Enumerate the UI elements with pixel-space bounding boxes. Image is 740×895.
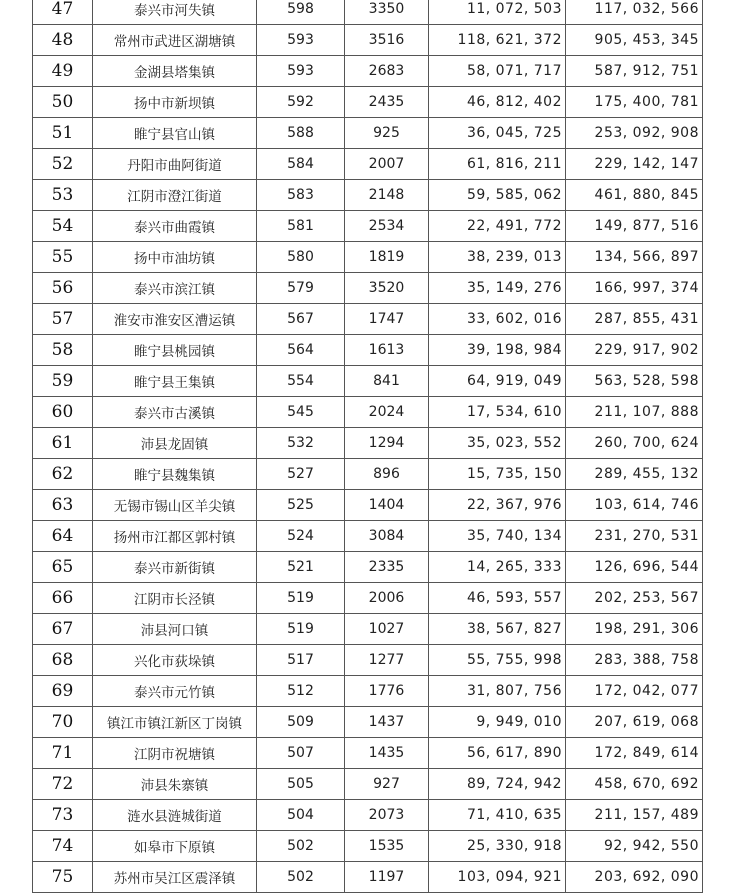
town-name-cell: 泰兴市曲霞镇: [93, 211, 257, 242]
value-c-cell: 118, 621, 372: [429, 25, 566, 56]
value-c-cell: 38, 567, 827: [429, 614, 566, 645]
rank-cell: 63: [33, 490, 93, 521]
value-b-cell: 841: [345, 366, 429, 397]
value-b-cell: 1435: [345, 738, 429, 769]
value-a-cell: 567: [257, 304, 345, 335]
value-c-cell: 9, 949, 010: [429, 707, 566, 738]
value-b-cell: 1819: [345, 242, 429, 273]
value-d-cell: 202, 253, 567: [566, 583, 703, 614]
rank-cell: 52: [33, 149, 93, 180]
value-c-cell: 17, 534, 610: [429, 397, 566, 428]
table-row: [33, 521, 703, 552]
value-b-cell: 3516: [345, 25, 429, 56]
value-a-cell: 512: [257, 676, 345, 707]
value-d-cell: 260, 700, 624: [566, 428, 703, 459]
value-a-cell: 525: [257, 490, 345, 521]
value-b-cell: 1776: [345, 676, 429, 707]
rank-cell: 68: [33, 645, 93, 676]
value-d-cell: 231, 270, 531: [566, 521, 703, 552]
value-c-cell: 36, 045, 725: [429, 118, 566, 149]
value-b-cell: 2335: [345, 552, 429, 583]
value-d-cell: 172, 849, 614: [566, 738, 703, 769]
value-b-cell: 1404: [345, 490, 429, 521]
value-b-cell: 2534: [345, 211, 429, 242]
value-a-cell: 592: [257, 87, 345, 118]
value-b-cell: 1613: [345, 335, 429, 366]
town-name-cell: 江阴市澄江街道: [93, 180, 257, 211]
rank-cell: 67: [33, 614, 93, 645]
town-name-cell: 淮安市淮安区漕运镇: [93, 304, 257, 335]
rank-cell: 49: [33, 56, 93, 87]
value-a-cell: 521: [257, 552, 345, 583]
town-name-cell: 镇江市镇江新区丁岗镇: [93, 707, 257, 738]
town-name-cell: 泰兴市新街镇: [93, 552, 257, 583]
table-row: [33, 149, 703, 180]
value-a-cell: 593: [257, 25, 345, 56]
table-row: [33, 335, 703, 366]
rank-cell: 62: [33, 459, 93, 490]
value-d-cell: 287, 855, 431: [566, 304, 703, 335]
rank-cell: 60: [33, 397, 93, 428]
table-row: [33, 738, 703, 769]
town-name-cell: 泰兴市滨江镇: [93, 273, 257, 304]
table-row: [33, 304, 703, 335]
town-name-cell: 金湖县塔集镇: [93, 56, 257, 87]
rank-cell: 72: [33, 769, 93, 800]
town-name-cell: 睢宁县魏集镇: [93, 459, 257, 490]
town-name-cell: 涟水县涟城街道: [93, 800, 257, 831]
town-name-cell: 苏州市吴江区震泽镇: [93, 862, 257, 893]
value-c-cell: 61, 816, 211: [429, 149, 566, 180]
value-d-cell: 207, 619, 068: [566, 707, 703, 738]
town-name-cell: 扬州市江都区郭村镇: [93, 521, 257, 552]
table-row: [33, 459, 703, 490]
table-row: [33, 552, 703, 583]
value-c-cell: 38, 239, 013: [429, 242, 566, 273]
value-b-cell: 3520: [345, 273, 429, 304]
town-name-cell: 丹阳市曲阿街道: [93, 149, 257, 180]
rank-cell: 56: [33, 273, 93, 304]
rank-cell: 65: [33, 552, 93, 583]
value-d-cell: 905, 453, 345: [566, 25, 703, 56]
value-d-cell: 175, 400, 781: [566, 87, 703, 118]
value-a-cell: 509: [257, 707, 345, 738]
table-row: [33, 862, 703, 893]
value-c-cell: 59, 585, 062: [429, 180, 566, 211]
value-c-cell: 33, 602, 016: [429, 304, 566, 335]
value-d-cell: 458, 670, 692: [566, 769, 703, 800]
rank-cell: 74: [33, 831, 93, 862]
rank-cell: 47: [33, 0, 93, 25]
value-d-cell: 149, 877, 516: [566, 211, 703, 242]
value-b-cell: 2148: [345, 180, 429, 211]
value-c-cell: 35, 740, 134: [429, 521, 566, 552]
value-d-cell: 211, 107, 888: [566, 397, 703, 428]
value-c-cell: 71, 410, 635: [429, 800, 566, 831]
value-d-cell: 283, 388, 758: [566, 645, 703, 676]
town-name-cell: 沛县河口镇: [93, 614, 257, 645]
table-row: [33, 800, 703, 831]
rank-cell: 54: [33, 211, 93, 242]
rank-cell: 57: [33, 304, 93, 335]
rank-cell: 70: [33, 707, 93, 738]
table-row: [33, 118, 703, 149]
rank-cell: 59: [33, 366, 93, 397]
value-d-cell: 587, 912, 751: [566, 56, 703, 87]
table-row: [33, 25, 703, 56]
value-b-cell: 1294: [345, 428, 429, 459]
value-d-cell: 229, 142, 147: [566, 149, 703, 180]
value-d-cell: 461, 880, 845: [566, 180, 703, 211]
value-c-cell: 56, 617, 890: [429, 738, 566, 769]
table-row: [33, 707, 703, 738]
rank-cell: 61: [33, 428, 93, 459]
value-b-cell: 2006: [345, 583, 429, 614]
table-row: [33, 0, 703, 25]
value-a-cell: 524: [257, 521, 345, 552]
town-name-cell: 睢宁县桃园镇: [93, 335, 257, 366]
rank-cell: 66: [33, 583, 93, 614]
rank-cell: 55: [33, 242, 93, 273]
value-c-cell: 103, 094, 921: [429, 862, 566, 893]
value-a-cell: 593: [257, 56, 345, 87]
town-name-cell: 扬中市新坝镇: [93, 87, 257, 118]
town-name-cell: 睢宁县官山镇: [93, 118, 257, 149]
rank-cell: 73: [33, 800, 93, 831]
value-c-cell: 11, 072, 503: [429, 0, 566, 25]
table-row: [33, 366, 703, 397]
town-name-cell: 江阴市长泾镇: [93, 583, 257, 614]
table-row: [33, 583, 703, 614]
rank-cell: 64: [33, 521, 93, 552]
value-a-cell: 584: [257, 149, 345, 180]
table-row: [33, 87, 703, 118]
value-c-cell: 55, 755, 998: [429, 645, 566, 676]
value-d-cell: 117, 032, 566: [566, 0, 703, 25]
rank-cell: 53: [33, 180, 93, 211]
value-c-cell: 25, 330, 918: [429, 831, 566, 862]
value-c-cell: 35, 023, 552: [429, 428, 566, 459]
value-c-cell: 15, 735, 150: [429, 459, 566, 490]
value-b-cell: 896: [345, 459, 429, 490]
value-d-cell: 253, 092, 908: [566, 118, 703, 149]
table-row: [33, 645, 703, 676]
rank-cell: 71: [33, 738, 93, 769]
value-c-cell: 22, 491, 772: [429, 211, 566, 242]
value-c-cell: 89, 724, 942: [429, 769, 566, 800]
town-name-cell: 扬中市油坊镇: [93, 242, 257, 273]
value-c-cell: 46, 812, 402: [429, 87, 566, 118]
value-b-cell: 2024: [345, 397, 429, 428]
value-a-cell: 504: [257, 800, 345, 831]
town-name-cell: 如皋市下原镇: [93, 831, 257, 862]
value-a-cell: 519: [257, 614, 345, 645]
town-name-cell: 沛县朱寨镇: [93, 769, 257, 800]
value-d-cell: 134, 566, 897: [566, 242, 703, 273]
value-a-cell: 502: [257, 862, 345, 893]
table-row: [33, 242, 703, 273]
value-d-cell: 166, 997, 374: [566, 273, 703, 304]
value-b-cell: 927: [345, 769, 429, 800]
town-name-cell: 睢宁县王集镇: [93, 366, 257, 397]
table-row: [33, 273, 703, 304]
value-d-cell: 103, 614, 746: [566, 490, 703, 521]
value-a-cell: 564: [257, 335, 345, 366]
value-d-cell: 203, 692, 090: [566, 862, 703, 893]
town-name-cell: 泰兴市河失镇: [93, 0, 257, 25]
value-a-cell: 517: [257, 645, 345, 676]
town-name-cell: 沛县龙固镇: [93, 428, 257, 459]
value-a-cell: 502: [257, 831, 345, 862]
value-a-cell: 505: [257, 769, 345, 800]
table-row: [33, 428, 703, 459]
value-a-cell: 583: [257, 180, 345, 211]
town-name-cell: 兴化市荻垛镇: [93, 645, 257, 676]
value-a-cell: 545: [257, 397, 345, 428]
table-row: [33, 614, 703, 645]
value-d-cell: 289, 455, 132: [566, 459, 703, 490]
value-b-cell: 1535: [345, 831, 429, 862]
value-a-cell: 581: [257, 211, 345, 242]
town-name-cell: 常州市武进区湖塘镇: [93, 25, 257, 56]
table-row: [33, 397, 703, 428]
table-row: [33, 676, 703, 707]
rank-cell: 48: [33, 25, 93, 56]
value-d-cell: 92, 942, 550: [566, 831, 703, 862]
value-b-cell: 1747: [345, 304, 429, 335]
value-a-cell: 580: [257, 242, 345, 273]
town-name-cell: 泰兴市古溪镇: [93, 397, 257, 428]
rank-cell: 50: [33, 87, 93, 118]
value-a-cell: 579: [257, 273, 345, 304]
town-name-cell: 江阴市祝塘镇: [93, 738, 257, 769]
value-c-cell: 46, 593, 557: [429, 583, 566, 614]
value-b-cell: 925: [345, 118, 429, 149]
value-a-cell: 532: [257, 428, 345, 459]
value-b-cell: 1277: [345, 645, 429, 676]
table-row: [33, 831, 703, 862]
town-name-cell: 泰兴市元竹镇: [93, 676, 257, 707]
value-b-cell: 1197: [345, 862, 429, 893]
value-c-cell: 64, 919, 049: [429, 366, 566, 397]
value-b-cell: 3350: [345, 0, 429, 25]
table-row: [33, 211, 703, 242]
table-row: [33, 56, 703, 87]
rank-cell: 69: [33, 676, 93, 707]
value-a-cell: 554: [257, 366, 345, 397]
table-body: [33, 0, 703, 893]
rank-cell: 75: [33, 862, 93, 893]
value-c-cell: 14, 265, 333: [429, 552, 566, 583]
value-a-cell: 527: [257, 459, 345, 490]
value-b-cell: 1437: [345, 707, 429, 738]
value-c-cell: 22, 367, 976: [429, 490, 566, 521]
value-c-cell: 58, 071, 717: [429, 56, 566, 87]
ranking-table-container: [32, 0, 702, 893]
value-c-cell: 39, 198, 984: [429, 335, 566, 366]
value-d-cell: 126, 696, 544: [566, 552, 703, 583]
value-a-cell: 507: [257, 738, 345, 769]
value-a-cell: 598: [257, 0, 345, 25]
value-b-cell: 2073: [345, 800, 429, 831]
value-d-cell: 229, 917, 902: [566, 335, 703, 366]
value-c-cell: 31, 807, 756: [429, 676, 566, 707]
value-b-cell: 2683: [345, 56, 429, 87]
value-b-cell: 3084: [345, 521, 429, 552]
value-a-cell: 519: [257, 583, 345, 614]
value-d-cell: 172, 042, 077: [566, 676, 703, 707]
value-c-cell: 35, 149, 276: [429, 273, 566, 304]
rank-cell: 58: [33, 335, 93, 366]
value-d-cell: 211, 157, 489: [566, 800, 703, 831]
value-b-cell: 1027: [345, 614, 429, 645]
value-a-cell: 588: [257, 118, 345, 149]
value-b-cell: 2007: [345, 149, 429, 180]
value-b-cell: 2435: [345, 87, 429, 118]
table-row: [33, 180, 703, 211]
ranking-table: [32, 0, 703, 893]
table-row: [33, 769, 703, 800]
table-row: [33, 490, 703, 521]
town-name-cell: 无锡市锡山区羊尖镇: [93, 490, 257, 521]
value-d-cell: 563, 528, 598: [566, 366, 703, 397]
rank-cell: 51: [33, 118, 93, 149]
value-d-cell: 198, 291, 306: [566, 614, 703, 645]
